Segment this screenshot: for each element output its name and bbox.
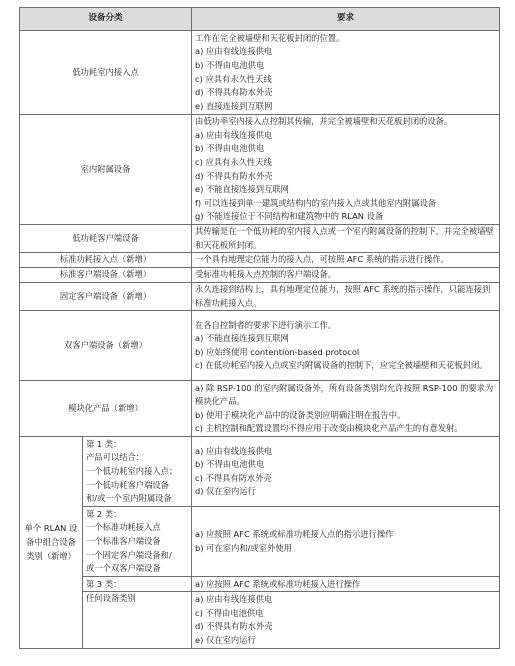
requirement-line: a) 应由有线连接供电 bbox=[195, 445, 273, 456]
category-cell: 室内附属设备 bbox=[20, 115, 192, 225]
combo-type-line: 一个低功耗客户端设备 bbox=[86, 479, 169, 490]
combo-type-line: 一个固定客户端设备和/ bbox=[86, 549, 172, 560]
category-cell: 低功耗室内接入点 bbox=[20, 31, 192, 115]
table-row bbox=[20, 311, 500, 381]
category-cell: 标准功耗接入点（新增） bbox=[20, 253, 192, 268]
requirement-line: c) 不得由电池供电 bbox=[195, 607, 264, 618]
requirement-line: 工作在完全被墙壁和天花板封闭的位置。 bbox=[195, 32, 345, 43]
requirement-line: b) 应始终使用 contention-based protocol bbox=[195, 346, 360, 357]
requirement-line: a) 应按照 AFC 系统或标准功耗接入进行操作 bbox=[195, 578, 361, 589]
combo-type-line: 第 2 类： bbox=[86, 508, 122, 519]
requirement-line: a) 应由有线连接供电 bbox=[195, 594, 273, 605]
combo-type-line: 和/或一个室内附属设备 bbox=[86, 493, 172, 504]
requirement-line: g) 不能连接位于不同结构和建筑物中的 RLAN 设备 bbox=[195, 211, 384, 222]
requirement-line: e) 不能直接连接到互联网 bbox=[195, 184, 289, 195]
requirement-line: 永久连接到结构上，具有地理定位能力，按照 AFC 系统的指示操作，只能连接到标准功耗接入点。 bbox=[195, 284, 491, 308]
combo-type-line: 或一个双客户端设备 bbox=[86, 563, 161, 574]
requirement-line: c) 在低功耗室内接入点或室内附属设备的控制下，应完全被墙壁和天花板封闭。 bbox=[195, 360, 488, 371]
combo-category-cell: 单个 RLAN 设备中组合设备类别（新增） bbox=[20, 437, 83, 649]
requirement-cell bbox=[192, 253, 500, 268]
requirement-line: 在各自控制者的要求下进行演示工作。 bbox=[195, 319, 337, 330]
requirement-line: c) 不得具有防水外壳 bbox=[195, 472, 272, 483]
category-cell: 固定客户端设备（新增） bbox=[20, 283, 192, 311]
table-row bbox=[20, 592, 500, 649]
table-row bbox=[20, 253, 500, 268]
table-row bbox=[20, 437, 500, 507]
combo-type-cell bbox=[83, 592, 192, 649]
table-header-row bbox=[20, 8, 500, 31]
requirement-line: b) 不得由电池供电 bbox=[195, 59, 265, 70]
table-row bbox=[20, 268, 500, 283]
requirement-cell bbox=[192, 225, 500, 253]
table-row bbox=[20, 225, 500, 253]
requirement-cell bbox=[192, 437, 500, 507]
table-row bbox=[20, 577, 500, 592]
requirement-line: b) 不得由电池供电 bbox=[195, 459, 265, 470]
requirement-line: 受标准功耗接入点控制的客户端设备。 bbox=[195, 269, 337, 280]
combo-type-line: 第 3 类： bbox=[86, 578, 122, 589]
category-cell: 模块化产品（新增） bbox=[20, 381, 192, 437]
requirement-line: f) 可以连接到单一建筑或结构内的室内接入点或其他室内附属设备 bbox=[195, 197, 437, 208]
requirement-line: d) 仅在室内运行 bbox=[195, 486, 256, 497]
requirement-line: e) 仅在室内运行 bbox=[195, 634, 256, 645]
combo-type-cell bbox=[83, 577, 192, 592]
table-row bbox=[20, 115, 500, 225]
requirement-line: e) 直接连接到互联网 bbox=[195, 100, 273, 111]
combo-type-line: 任何设备类别 bbox=[86, 593, 136, 604]
requirement-line: d) 不得具有防水外壳 bbox=[195, 87, 273, 98]
combo-type-cell bbox=[83, 507, 192, 577]
requirement-cell bbox=[192, 381, 500, 437]
requirement-cell bbox=[192, 577, 500, 592]
requirement-line: a) 不能直接连接到互联网 bbox=[195, 333, 289, 344]
combo-type-line: 产品可以结合： bbox=[86, 452, 145, 463]
requirement-line: a) 除 RSP-100 的室内附属设备外，所有设备类别均允许按照 RSP-100 的要求为模块化产品。 bbox=[195, 382, 494, 407]
table-row bbox=[20, 381, 500, 437]
requirement-line: d) 不得具有防水外壳 bbox=[195, 621, 273, 632]
requirement-cell bbox=[192, 311, 500, 381]
combo-type-line: 一个标准客户端设备 bbox=[86, 536, 161, 547]
requirement-cell bbox=[192, 592, 500, 649]
table-row bbox=[20, 31, 500, 115]
device-category-table bbox=[19, 7, 500, 649]
category-cell: 标准客户端设备（新增） bbox=[20, 268, 192, 283]
requirement-line: c) 应具有永久性天线 bbox=[195, 156, 272, 167]
requirement-line: d) 不得具有防水外壳 bbox=[195, 170, 273, 181]
header-requirement: 要求 bbox=[192, 8, 500, 31]
requirement-line: 其传输是在一个低功耗的室内接入点或一个室内附属设备的控制下，并完全被墙壁和天花板所封闭。 bbox=[195, 226, 494, 250]
requirement-cell bbox=[192, 31, 500, 115]
requirement-line: c) 应具有永久性天线 bbox=[195, 73, 272, 84]
requirement-line: a) 应由有线连接供电 bbox=[195, 46, 273, 57]
requirement-line: a) 应由有线连接供电 bbox=[195, 129, 273, 140]
combo-type-cell bbox=[83, 437, 192, 507]
requirement-line: b) 使用于模块化产品中的设备类别应明确注明在报告中。 bbox=[195, 409, 406, 420]
requirement-line: b) 不得由电池供电 bbox=[195, 143, 265, 154]
requirement-cell bbox=[192, 283, 500, 311]
requirement-line: 由低功率室内接入点控制其传输，并完全被墙壁和天花板封闭的设备。 bbox=[195, 116, 453, 127]
category-cell: 低功耗客户端设备 bbox=[20, 225, 192, 253]
requirement-line: a) 应按照 AFC 系统或标准功耗接入点的指示进行操作 bbox=[195, 529, 394, 540]
table-row bbox=[20, 507, 500, 577]
combo-type-line: 第 1 类： bbox=[86, 438, 122, 449]
requirement-line: b) 可在室内和/或室外使用 bbox=[195, 542, 292, 553]
combo-type-line: 一个低功耗室内接入点； bbox=[86, 466, 178, 477]
combo-type-line: 一个标准功耗接入点 bbox=[86, 522, 161, 533]
table-row bbox=[20, 283, 500, 311]
header-category: 设备分类 bbox=[20, 8, 192, 31]
requirement-cell bbox=[192, 507, 500, 577]
requirement-line: 一个具有地理定位能力的接入点，可按照 AFC 系统的指示进行操作。 bbox=[195, 254, 449, 265]
requirement-cell bbox=[192, 115, 500, 225]
requirement-cell bbox=[192, 268, 500, 283]
requirement-line: c) 主机控制和配置设置均不得应用于改变由模块化产品产生的有意发射。 bbox=[195, 423, 463, 434]
category-cell: 双客户端设备（新增） bbox=[20, 311, 192, 381]
